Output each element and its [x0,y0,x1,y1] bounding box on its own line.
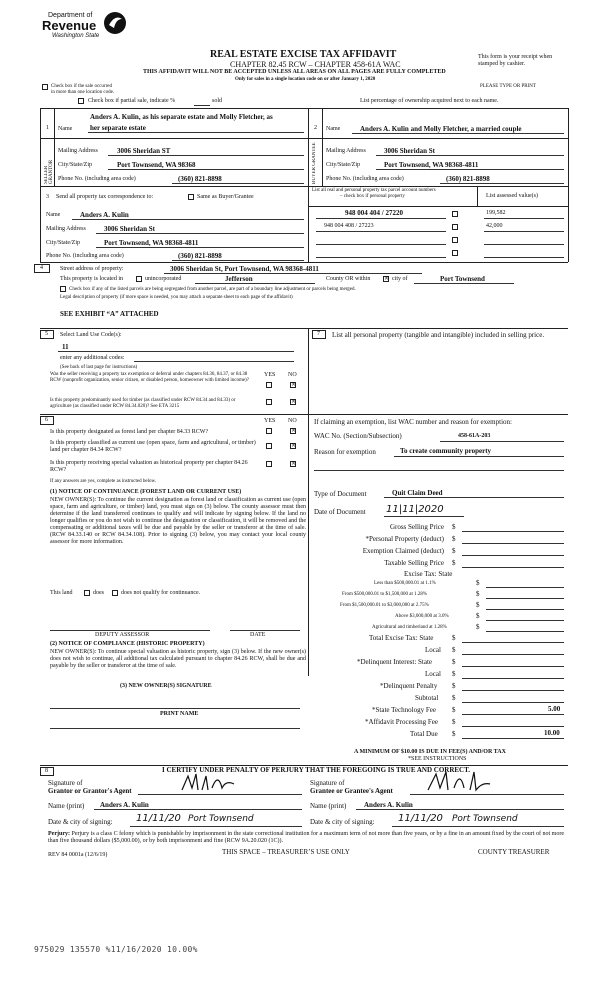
calc-dollar: $ [476,612,480,620]
divider [477,186,478,206]
s5-q2-no-checkbox-checked[interactable]: × [291,398,297,405]
divider [40,186,41,262]
calc-row-label: Local [425,646,441,654]
assessed-value-2[interactable]: 42,000 [486,223,503,229]
same-as-buyer-checkbox[interactable] [188,194,194,200]
type-or-print: PLEASE TYPE OR PRINT [480,84,536,89]
grantee-sign-date[interactable]: 11/11/20 [398,813,443,824]
s5-no-header: NO [288,372,297,378]
grantor-signature-line [138,794,302,795]
land-does-checkbox[interactable] [84,590,90,596]
multi-location-label-2: in more than one location code. [51,90,115,95]
partial-sale-sold: sold [212,98,223,104]
grantor-name-label: Name (print) [48,802,85,810]
deputy-assessor-signature-line[interactable] [50,630,210,631]
underline [392,826,564,827]
section-number-4: 4 [40,265,43,271]
doc-date[interactable]: 11|11|2020 [386,504,444,515]
divider [308,108,309,186]
bracket-label: Less than $500,000.01 at 1.1% [374,581,436,586]
underline [94,809,302,810]
grantor-sig-label-2: Grantor or Grantor's Agent [48,787,132,795]
seller-side-label: SELLER GRANTOR [44,159,54,184]
grantor-sign-city[interactable]: Port Townsend [188,814,254,824]
assessed-value-1[interactable]: 199,582 [486,210,506,216]
grantee-sig-label-1: Signature of [310,779,345,787]
bracket-value-line[interactable] [486,620,564,621]
tax-corr-name-label: Name [46,212,61,218]
buyer-side-label: BUYER GRANTEE [312,142,317,184]
grantee-name-label: Name (print) [310,802,347,810]
seller-name-line-1[interactable]: Anders A. Kulin, as his separate estate and Molly Fletcher, as [90,113,273,121]
logo-line-1: Department of [48,12,93,19]
exemption-reason[interactable]: To create community property [400,447,492,455]
print-name-label: PRINT NAME [160,711,199,717]
underline [96,233,304,234]
unincorporated-checkbox[interactable] [136,276,142,282]
new-owner-signature-line[interactable] [50,708,300,709]
tax-corr-city[interactable]: Port Townsend, WA 98368-4811 [104,239,199,247]
calc-dollar: $ [452,682,456,690]
divider [40,138,308,139]
parcel-personal-checkbox-4[interactable] [452,250,458,256]
section-number-1: 1 [46,125,49,131]
calc-row-label: *Delinquent Penalty [380,682,438,690]
parcel-number-2[interactable]: 948 004 408 / 27223 [324,223,374,229]
underline [484,231,564,232]
s6-q1-yes-checkbox[interactable] [266,428,272,434]
underline [172,183,304,184]
notice-2-body: NEW OWNER(S): To continue special valuation as historic property, sign (3) below. If the new owner(s) does not wish to continue, all additional tax calculated pursuant to chapter 84.26 RCW, shall be due and payable by the seller or transferor at the time of sale. [50,649,306,669]
underline [108,169,304,170]
divider [568,108,569,186]
exemption-label: If claiming an exemption, list WAC number and reason for exemption: [314,418,512,426]
parcel-personal-checkbox-3[interactable] [452,237,458,243]
s5-q1-yes-checkbox[interactable] [266,382,272,388]
divider [40,108,568,109]
divider [308,328,309,676]
section-number-2: 2 [314,125,317,131]
seller-mailing-label: Mailing Address [58,148,98,154]
underline [316,231,446,232]
calc-value-line[interactable] [462,666,564,667]
city-checkbox-checked[interactable]: × [384,275,390,282]
bracket-label: Above $3,000,000 at 3.0% [395,614,449,619]
located-label: This property is located in [60,276,123,282]
calc-value-line[interactable] [462,531,564,532]
doc-date-label: Date of Document [314,508,366,516]
bracket-value-line[interactable] [486,598,564,599]
calc-dollar: $ [452,730,456,738]
excise-header: Excise Tax: State [404,570,453,578]
calc-row-label: Exemption Claimed (deduct) [362,547,444,555]
department-logo [40,10,130,46]
underline [316,244,446,245]
form-subtitle: CHAPTER 82.45 RCW – CHAPTER 458-61A WAC [230,60,401,69]
calc-row-label: *Personal Property (deduct) [365,535,444,543]
calc-dollar: $ [476,601,480,609]
divider [40,328,568,329]
segregated-checkbox[interactable] [60,286,66,292]
tax-corr-name[interactable]: Anders A. Kulin [80,211,129,219]
seller-mailing[interactable]: 3006 Sheridan ST [117,147,171,155]
tax-corr-city-label: City/State/Zip [46,240,80,246]
ownership-note: List percentage of ownership acquired next to each name. [360,98,499,104]
s5-question-2: Is this property predominantly used for timber (as classified under RCW 84.34 and 84.33) or agriculture (as classified under RCW 84.34.020)? See ETA 3215 [50,398,236,409]
bracket-label: Agricultural and timberland at 1.28% [372,625,447,630]
see-instructions-note: *SEE INSTRUCTIONS [408,756,467,762]
notice-2-title: (2) NOTICE OF COMPLIANCE (HISTORIC PROPERTY) [50,641,205,647]
exhibit-a-note: SEE EXHIBIT “A” ATTACHED [60,310,159,318]
grantor-sign-date[interactable]: 11/11/20 [136,813,181,824]
calc-value-line[interactable] [462,726,564,727]
bracket-label: From $1,500,000.01 to $3,000,000 at 2.75% [340,603,429,608]
calc-dollar: $ [476,623,480,631]
divider [308,206,568,207]
calc-row-label: *Affidavit Processing Fee [365,718,438,726]
calc-dollar: $ [452,658,456,666]
buyer-phone-label: Phone No. (including area code) [326,176,404,182]
s5-question-1: Was the seller receiving a property tax exemption or deferral under chapters 84.36, 84.37, or 84.38 RCW (nonprofit organization, senior citizen, or disabled person, homeowner with limited income)? [50,372,249,383]
calc-row-label: *Delinquent Interest: State [357,658,433,666]
buyer-city-label: City/State/Zip [326,162,360,168]
s6-no-header: NO [288,418,297,424]
receipt-note: This form is your receipt when stamped by cashier. [478,54,553,67]
wac-label: WAC No. (Section/Subsection) [314,432,402,440]
calc-row-label: Local [425,670,441,678]
form-warning: THIS AFFIDAVIT WILL NOT BE ACCEPTED UNLESS ALL AREAS ON ALL PAGES ARE FULLY COMPLETED [143,69,446,75]
partial-sale-label: Check box if partial sale, indicate % [88,98,176,104]
certify-statement: I CERTIFY UNDER PENALTY OF PERJURY THAT THE FOREGOING IS TRUE AND CORRECT. [162,766,471,774]
land-use-label: Select Land Use Code(s): [60,332,122,338]
logo-line-3: Washington State [52,33,100,39]
additional-codes-label: enter any additional codes: [60,355,125,361]
divider [568,186,569,262]
land-use-code[interactable]: 11 [62,343,69,351]
partial-sale-checkbox[interactable] [78,98,84,104]
underline [164,273,422,274]
land-does-not-label: does not qualify for continuance. [121,590,201,596]
tax-corr-phone[interactable]: (360) 821-8898 [178,252,222,260]
parcel-personal-checkbox-1[interactable] [452,211,458,217]
property-street[interactable]: 3006 Sheridan St, Port Townsend, WA 98368-4811 [170,265,319,273]
doc-type[interactable]: Quit Claim Deed [392,489,443,497]
calc-value-line[interactable] [462,555,564,556]
underline [130,826,302,827]
assessed-header: List assessed value(s) [486,193,538,199]
underline [314,470,564,471]
calc-dollar: $ [452,634,456,642]
city-of-label: city of [392,276,408,282]
see-back-label: (See back of last page for instructions) [60,365,138,370]
parcel-personal-checkbox-2[interactable] [452,224,458,230]
parcel-header: List all real and personal property tax parcel account numbers [312,188,436,193]
calc-value-line[interactable] [462,567,564,568]
underline [384,516,464,517]
calc-row-label: Gross Selling Price [389,523,444,531]
notice-1-title: (1) NOTICE OF CONTINUANCE (FOREST LAND OR CURRENT USE) [50,489,242,495]
minimum-due-note: A MINIMUM OF $10.00 IS DUE IN FEE(S) AND/OR TAX [354,749,506,755]
underline [134,361,294,362]
calc-row-label: Total Excise Tax: State [369,634,434,642]
underline [58,351,294,352]
street-label: Street address of property: [60,266,124,272]
s6-q2-no-checkbox-checked[interactable]: × [291,442,297,449]
assessor-date-label: DATE [250,632,266,638]
underline [352,133,564,134]
form-revision: REV 84 0001a (12/6/19) [48,852,108,858]
notice-1-body: NEW OWNER(S): To continue the current designation as forest land or classification as current use (open space, farm and agriculture, or timber) land, you must sign on (3) below. The county assessor must then determine if the land transferred continues to qualify and will indicate by signing below. If the land no longer qualifies or you do not wish to continue the designation or classification, it will be removed and the compensating or additional taxes will be due and payable by the seller or transferor at the time of sale. (RCW 84.33.140 or RCW 84.34.108). Prior to signing (3) below, you may contact your local county assessor for more information. [50,497,306,545]
treasurer-space-label: THIS SPACE – TREASURER’S USE ONLY [222,848,350,856]
section-number-8: 8 [45,768,48,774]
calc-row-label: *State Technology Fee [372,706,436,714]
section-number-3: 3 [46,194,49,200]
grantee-printed-name[interactable]: Anders A. Kulin [364,801,413,809]
tax-corr-mailing[interactable]: 3006 Sheridan St [104,225,155,233]
grantee-signature-line [410,794,564,795]
divider [54,108,55,138]
underline [195,283,315,284]
segregated-label: Check box if any of the listed parcels are being segregated from another parcel, are part of a boundary line adjustment or parcels being merged. [69,287,356,292]
tax-corr-mailing-label: Mailing Address [46,226,86,232]
partial-sale-percent-field[interactable] [194,105,210,106]
divider [40,108,41,186]
print-name-line[interactable] [50,728,300,729]
grantor-printed-name[interactable]: Anders A. Kulin [100,801,149,809]
doc-type-label: Type of Document [314,490,367,498]
grantor-date-label: Date & city of signing: [48,818,113,826]
s5-q2-yes-checkbox[interactable] [266,399,272,405]
underline [414,283,514,284]
calc-dollar: $ [452,706,456,714]
single-location-note: Only for sales in a single location code on or after January 1, 2020 [235,77,376,82]
new-owner-signature-label: (3) NEW OWNER(S) SIGNATURE [120,683,212,689]
legal-description-label: Legal description of property (if more space is needed, you may attach a separate sheet to each page of the affidavit) [60,295,293,300]
county-label: County OR within [326,276,371,282]
calc-dollar: $ [476,579,480,587]
this-land-label: This land [50,590,73,596]
underline [88,132,304,133]
underline [316,257,446,258]
divider [40,186,568,187]
grantee-date-label: Date & city of signing: [310,818,375,826]
county-name[interactable]: Jefferson [225,275,253,283]
calc-row-label: Total Due [410,730,438,738]
s6-question-3: Is this property receiving special valuation as historical property per chapter 84.26 RCW? [50,460,248,473]
form-title: REAL ESTATE EXCISE TAX AFFIDAVIT [210,49,397,60]
parcel-header-2: – check box if personal property [340,194,405,199]
s6-q3-yes-checkbox[interactable] [266,461,272,467]
calc-dollar: $ [452,559,456,567]
divider [308,414,568,415]
calc-dollar: $ [452,670,456,678]
underline [72,219,304,220]
s5-yes-header: YES [264,372,276,378]
seller-city-label: City/State/Zip [58,162,92,168]
buyer-name-label: Name [326,126,341,132]
calc-dollar: $ [452,535,456,543]
section-number-7: 7 [317,331,320,337]
calc-dollar: $ [452,694,456,702]
s6-q3-no-checkbox-checked[interactable]: × [291,460,297,467]
grantee-signature[interactable] [424,768,494,794]
calc-value-line [462,738,564,739]
buyer-name[interactable]: Anders A. Kulin and Molly Fletcher, a married couple [360,125,522,133]
county-treasurer-label: COUNTY TREASURER [478,848,550,856]
buyer-phone[interactable]: (360) 821-8898 [446,175,490,183]
underline [484,257,564,258]
divider [54,138,55,186]
underline [376,155,564,156]
city-name[interactable]: Port Townsend [440,275,485,283]
tax-corr-label: Send all property tax correspondence to: [56,194,154,200]
land-does-label: does [93,590,104,596]
underline [440,441,564,442]
grantor-sig-label-1: Signature of [48,779,83,787]
seller-name-label: Name [58,126,73,132]
deputy-assessor-label: DEPUTY ASSESSOR [95,632,150,638]
reason-label: Reason for exemption [314,448,376,456]
underline [376,169,564,170]
underline [394,456,564,457]
logo-swoosh-icon [102,10,128,36]
divider [40,414,308,415]
bracket-value-line[interactable] [486,587,564,588]
seller-phone-label: Phone No. (including area code) [58,176,136,182]
seller-city[interactable]: Port Townsend, WA 98368 [117,161,196,169]
parcel-number-1[interactable]: 948 004 404 / 27220 [345,209,403,217]
underline [440,183,564,184]
underline [484,244,564,245]
logo-line-2: Revenue [42,18,97,33]
multi-location-label: Check box if the sale occurred [51,84,112,89]
calc-row-label: Subtotal [415,694,439,702]
calc-value-line [462,714,564,715]
grantor-signature[interactable] [178,770,238,794]
cashier-stamp: 975029 135570 %11/16/2020 10.00% [34,945,198,954]
underline [172,260,304,261]
perjury-notice [48,831,564,845]
calc-value-line[interactable] [462,654,564,655]
calc-row-label: Taxable Selling Price [384,559,444,567]
personal-property-label: List all personal property (tangible and intangible) included in selling price. [332,331,545,339]
grantee-sig-label-2: Grantee or Grantee's Agent [310,787,393,795]
divider [322,108,323,138]
underline [316,218,446,219]
same-as-buyer-label: Same as Buyer/Grantee [197,194,254,200]
underline [356,809,564,810]
underline [96,247,304,248]
bracket-value-line[interactable] [486,631,564,632]
section-number-6: 6 [45,417,48,423]
calc-dollar: $ [452,646,456,654]
buyer-city[interactable]: Port Townsend, WA 98368-4811 [384,161,479,169]
calc-value-line[interactable] [462,702,564,703]
s6-q1-no-checkbox-checked[interactable]: × [291,427,297,434]
tax-corr-phone-label: Phone No. (including area code) [46,253,124,259]
divider [40,262,568,263]
buyer-mailing[interactable]: 3006 Sheridan St [384,147,435,155]
multi-location-checkbox[interactable] [42,84,48,90]
bracket-label: From $500,000.01 to $1,500,000 at 1.28% [342,592,427,597]
s5-q1-no-checkbox-checked[interactable]: × [291,381,297,388]
calc-dollar: $ [452,547,456,555]
assessor-date-line[interactable] [230,630,300,631]
divider [308,138,568,139]
calc-value-line[interactable] [462,678,564,679]
seller-phone[interactable]: (360) 821-8898 [178,175,222,183]
calc-value-line[interactable] [462,642,564,643]
wac-number[interactable]: 458-61A-203 [458,433,491,439]
divider [322,138,323,186]
perjury-text: Perjury is a class C felony which is punishable by imprisonment in the state correctional institution for a maximum term of not more than five years, or by a fine in an amount fixed by the court of not more than five thousand dollars ($5,000.00), or by both imprisonment and fine (RCW 9A.20.020 (1C)). [48,831,564,844]
s6-yes-header: YES [264,418,276,424]
calc-value-line[interactable] [462,690,564,691]
total-due-value[interactable]: 10.00 [544,729,560,737]
if-any-yes-label: If any answers are yes, complete as instructed below. [50,479,157,484]
underline [484,218,564,219]
s6-question-1: Is this property designated as forest land per chapter 84.33 RCW? [50,429,209,435]
unincorporated-label: unincorporated [145,276,182,282]
s6-question-2: Is this property classified as current use (open space, farm and agricultural, or timber) land per chapter 84.34 RCW? [50,440,256,453]
bracket-value-line[interactable] [486,609,564,610]
section-number-5: 5 [45,331,48,337]
perjury-label: Perjury: [48,831,70,837]
calc-dollar: $ [476,590,480,598]
land-does-not-checkbox[interactable] [112,590,118,596]
s6-q2-yes-checkbox[interactable] [266,443,272,449]
buyer-mailing-label: Mailing Address [326,148,366,154]
underline [108,155,304,156]
calc-dollar: $ [452,523,456,531]
calc-dollar: $ [452,718,456,726]
state-technology-fee-value[interactable]: 5.00 [548,705,561,713]
calc-value-line[interactable] [462,543,564,544]
underline [384,497,564,498]
divider [308,186,309,262]
grantee-sign-city[interactable]: Port Townsend [452,814,518,824]
seller-name-line-2[interactable]: her separate estate [90,124,146,132]
